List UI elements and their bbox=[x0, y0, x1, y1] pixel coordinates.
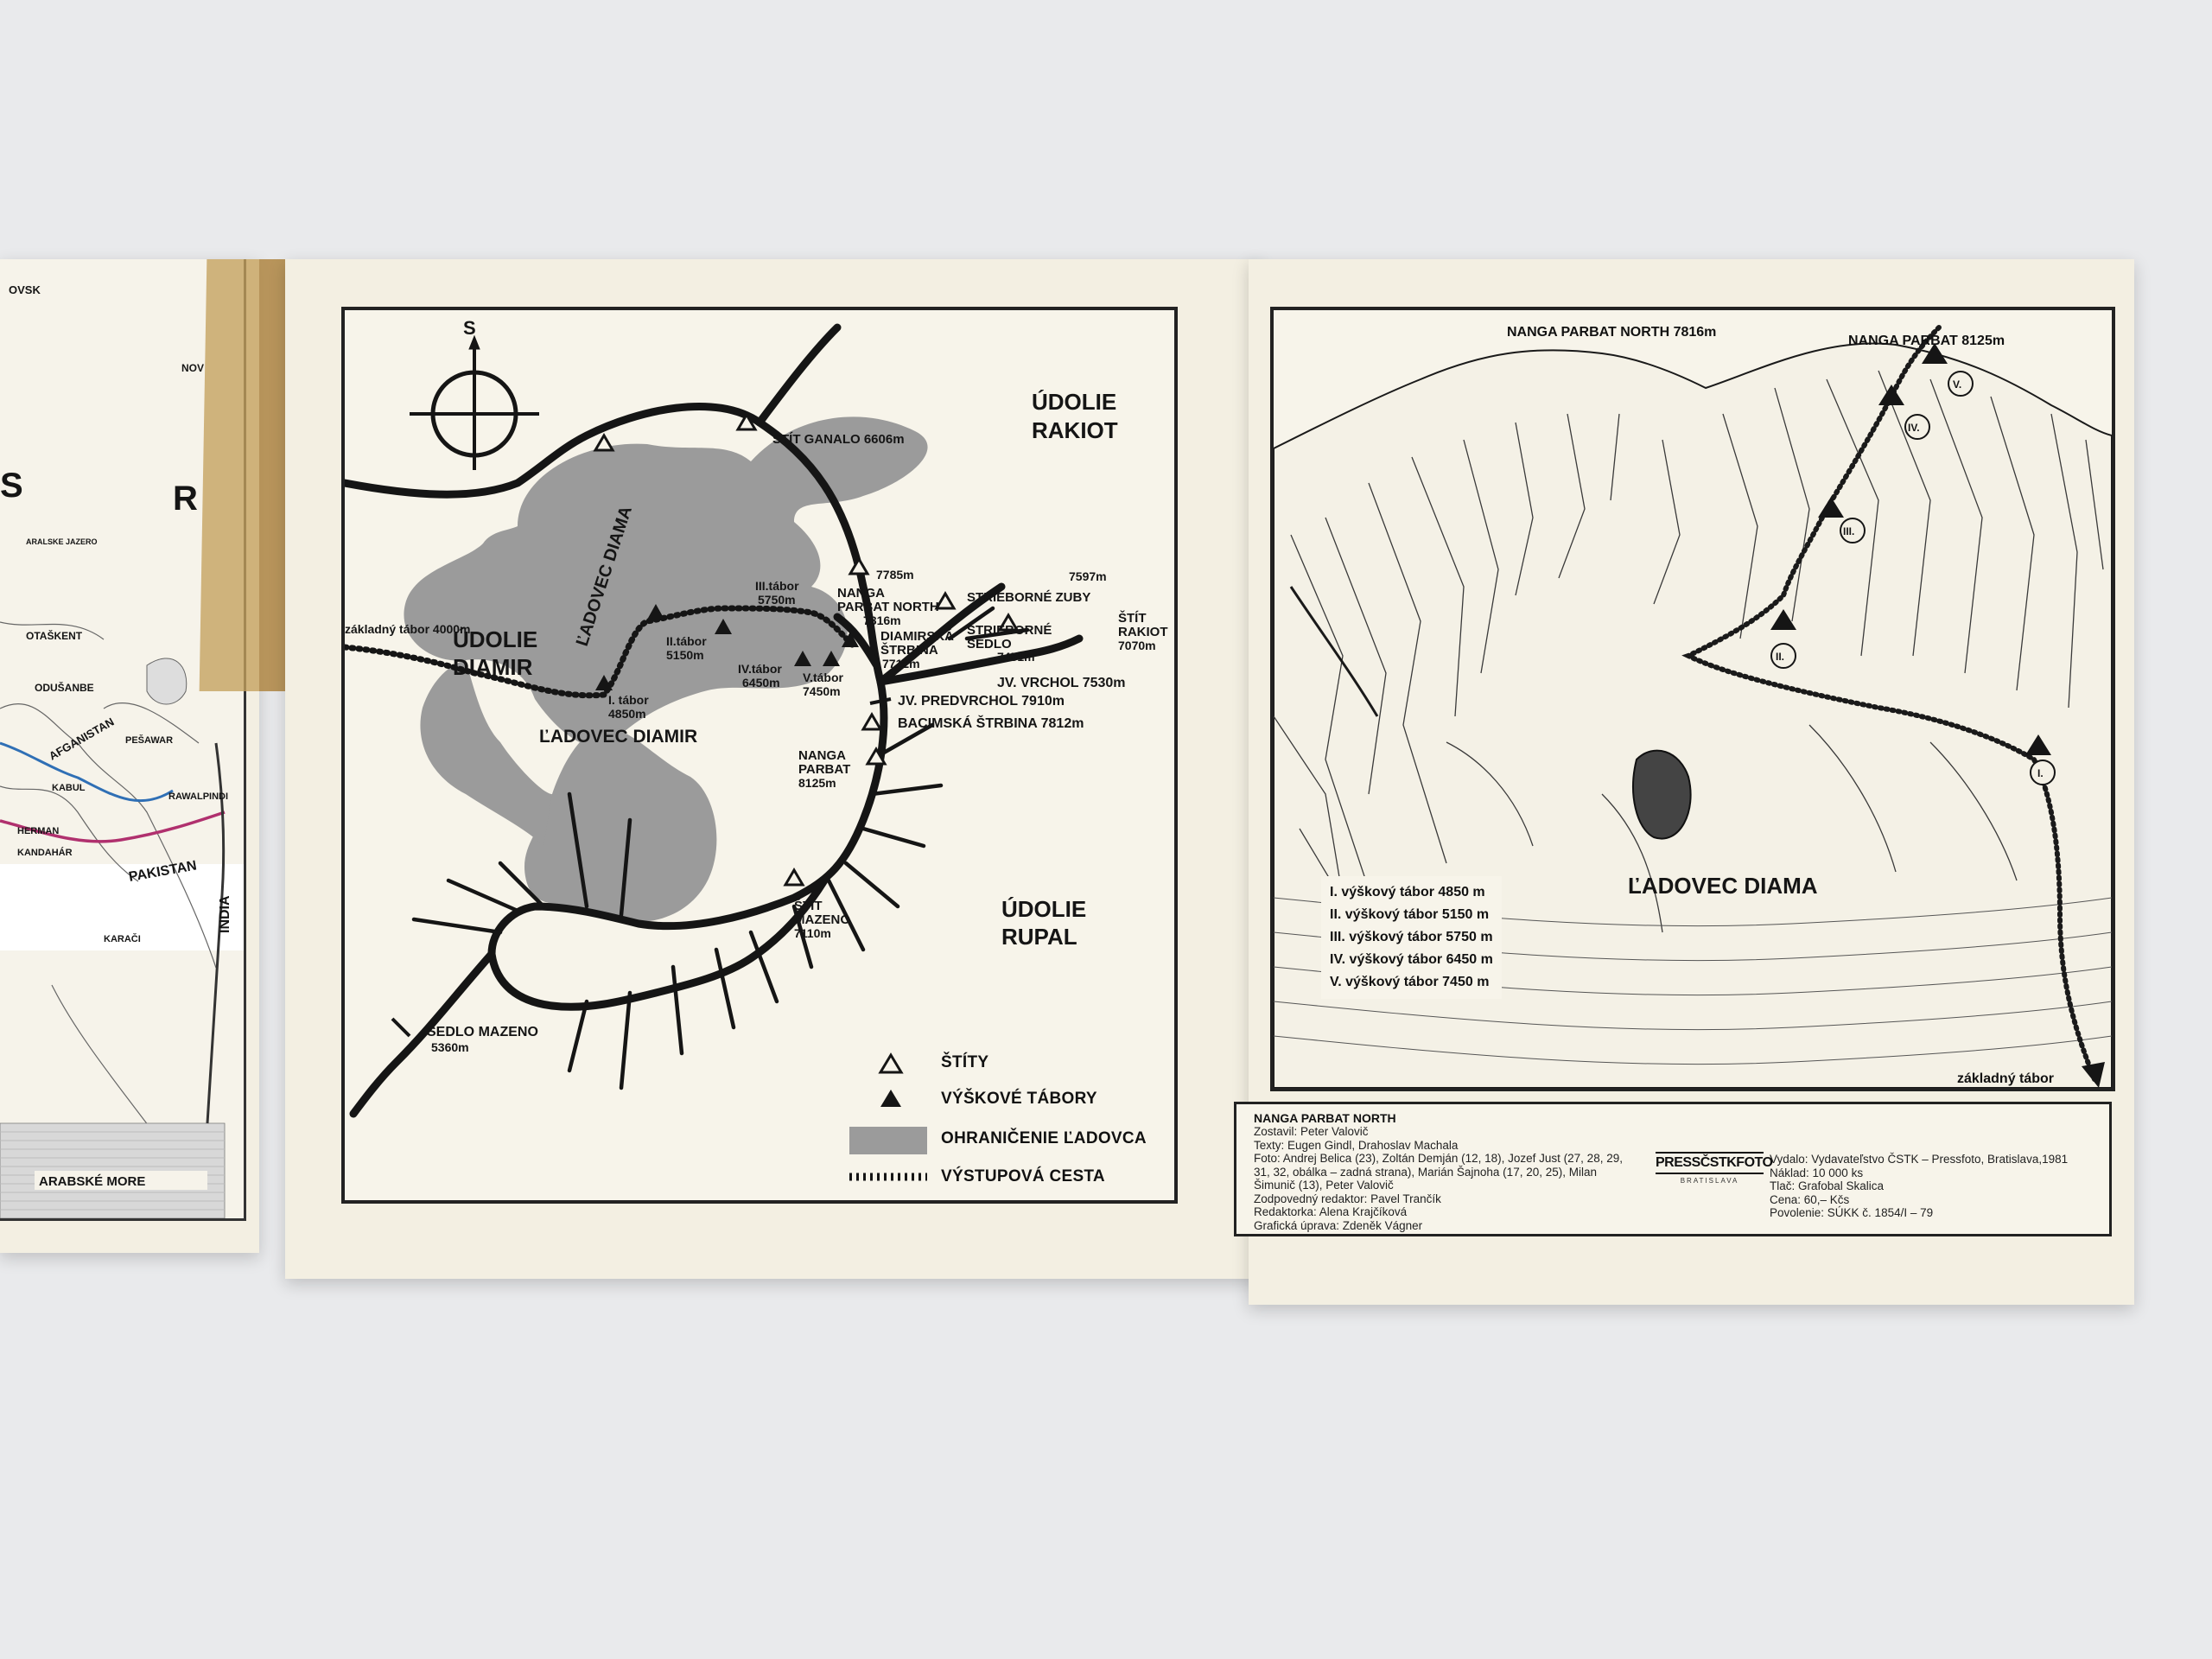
peak-label: ŠTÍT GANALO 6606m bbox=[772, 432, 905, 447]
peak-label: ŠTRBINA bbox=[880, 643, 938, 658]
camp-list-item: IV. výškový tábor 6450 m bbox=[1330, 952, 1493, 967]
glacier-label: ĽADOVEC DIAMA bbox=[1628, 873, 1818, 899]
camp-number: II. bbox=[1776, 651, 1785, 663]
region-label: RAKIOT bbox=[1032, 417, 1118, 443]
rock-outcrop bbox=[1633, 751, 1691, 839]
peak-label: 7816m bbox=[863, 613, 901, 627]
camp-label: I. tábor bbox=[608, 693, 649, 707]
peak-label: 7451m bbox=[997, 650, 1035, 664]
peak-label: DIAMIRSKÁ bbox=[880, 629, 954, 644]
camp-label: IV.tábor bbox=[738, 662, 782, 676]
camp-list-item: I. výškový tábor 4850 m bbox=[1330, 885, 1485, 899]
camp-label: 5750m bbox=[758, 593, 796, 607]
peak-label: BACIMSKÁ ŠTRBINA 7812m bbox=[898, 716, 1084, 731]
center-map-frame bbox=[341, 307, 1178, 1204]
legend-label: OHRANIČENIE ĽADOVCA bbox=[941, 1129, 1147, 1147]
camp-label: 7450m bbox=[803, 684, 841, 698]
peak-label: ŠTÍT bbox=[1118, 611, 1147, 626]
peak-label: ŠTÍT bbox=[794, 899, 823, 913]
logo-wordmark: PRESSČSTKFOTO bbox=[1656, 1152, 1764, 1174]
camp-number: V. bbox=[1953, 378, 1962, 391]
peak-label: MAZENO bbox=[794, 912, 850, 927]
camp-label: 4850m bbox=[608, 707, 646, 721]
base-camp-label: základný tábor 4000m bbox=[345, 622, 471, 636]
left-label: NOV bbox=[181, 362, 205, 374]
camp-list-item: V. výškový tábor 7450 m bbox=[1330, 975, 1490, 989]
publisher-logo bbox=[1656, 1152, 1773, 1185]
left-label: ARALSKE JAZERO bbox=[26, 537, 98, 546]
peak-marker-icon bbox=[863, 715, 880, 729]
left-label: ARABSKÉ MORE bbox=[39, 1174, 146, 1189]
peak-label: 7597m bbox=[1069, 569, 1107, 583]
region-label: RUPAL bbox=[1001, 924, 1077, 950]
region-label: ÚDOLIE bbox=[453, 626, 538, 652]
base-camp-caption: základný tábor bbox=[1957, 1071, 2055, 1086]
legend-label: ŠTÍTY bbox=[941, 1053, 989, 1071]
peak-label: JV. VRCHOL 7530m bbox=[997, 676, 1126, 690]
left-label: S bbox=[0, 467, 23, 505]
peak-label: PARBAT NORTH bbox=[837, 600, 939, 614]
left-label: OVSK bbox=[9, 283, 41, 296]
left-label: RAWALPINDI bbox=[168, 791, 229, 802]
title-main: NANGA PARBAT 8125m bbox=[1848, 334, 2005, 348]
saddle-label: 5360m bbox=[431, 1040, 469, 1054]
peak-label: 7110m bbox=[794, 926, 831, 940]
camp-number: I. bbox=[2037, 767, 2044, 779]
glacier-label: ĽADOVEC DIAMA bbox=[572, 504, 636, 649]
saddle-label: SEDLO MAZENO bbox=[427, 1025, 538, 1039]
left-label: KANDAHÁR bbox=[17, 848, 73, 858]
region-label: ÚDOLIE bbox=[1032, 389, 1117, 415]
left-label: ODUŠANBE bbox=[35, 682, 94, 694]
peak-marker-icon bbox=[785, 870, 803, 885]
legend-label: VÝŠKOVÉ TÁBORY bbox=[941, 1090, 1097, 1108]
left-label: R bbox=[173, 480, 198, 518]
peak-label: STRIEBORNÉ ZUBY bbox=[967, 590, 1091, 605]
camp-label: III.tábor bbox=[755, 579, 799, 593]
illustration-frame bbox=[1270, 307, 2115, 1091]
region-label: DIAMIR bbox=[453, 654, 533, 680]
peak-label: 7785m bbox=[876, 568, 914, 582]
left-label: KARAČI bbox=[104, 934, 141, 944]
logo-subtitle: BRATISLAVA bbox=[1680, 1177, 1739, 1185]
peak-label: 7070m bbox=[1118, 639, 1156, 652]
left-label: OTAŠKENT bbox=[26, 630, 83, 642]
camp-list-item: III. výškový tábor 5750 m bbox=[1330, 930, 1493, 944]
center-map-graphic bbox=[345, 310, 1174, 1200]
peak-label: RAKIOT bbox=[1118, 625, 1168, 639]
peak-marker-icon bbox=[850, 559, 868, 574]
camp-label: V.tábor bbox=[803, 671, 843, 684]
colophon-box bbox=[1234, 1102, 2112, 1236]
peak-label: STRIEBORNÉ bbox=[967, 623, 1052, 638]
legend-camp-icon bbox=[880, 1090, 901, 1107]
colophon-credits: Zostavil: Peter Valovič Texty: Eugen Gindl, Drahoslav Machala Foto: Andrej Belica (23), Zoltán Demján (12, 18), Jozef Just (27, 28, 29, 31, 32, obálka – zadná strana), Marián Šajnoha (17, 20, 25), Milan Šimunič (13), Peter Valovič Zodpovedný redaktor: Pavel Trančík Redaktorka: Alena Krajčíková Grafická úprava: Zdeněk Vágner bbox=[1254, 1125, 1623, 1232]
title-north: NANGA PARBAT NORTH 7816m bbox=[1507, 325, 1717, 340]
peak-label: NANGA bbox=[837, 586, 885, 601]
camp-number: IV. bbox=[1908, 422, 1920, 434]
camp-list bbox=[1321, 876, 1502, 999]
camp-label: 5150m bbox=[666, 648, 704, 662]
publisher-info: Vydalo: Vydavateľstvo ČSTK – Pressfoto, Bratislava,1981 Náklad: 10 000 ks Tlač: Grafobal Skalica Cena: 60,– Kčs Povolenie: SÚKK č. 1854/I – 79 bbox=[1770, 1153, 2069, 1219]
left-label: INDIA bbox=[218, 895, 232, 933]
peak-label: SEDLO bbox=[967, 637, 1012, 652]
peak-marker-icon bbox=[937, 594, 954, 608]
compass-north-label: S bbox=[463, 317, 476, 339]
region-label: ÚDOLIE bbox=[1001, 896, 1087, 922]
compass-icon bbox=[410, 336, 539, 470]
glacier-label: ĽADOVEC DIAMIR bbox=[539, 727, 698, 747]
colophon-title: NANGA PARBAT NORTH bbox=[1254, 1111, 1396, 1125]
peak-label: PARBAT bbox=[798, 762, 851, 777]
left-label: AFGANISTAN bbox=[47, 715, 117, 763]
peak-label: 8125m bbox=[798, 776, 836, 790]
left-label: KABUL bbox=[52, 783, 86, 793]
left-label: HERMAN bbox=[17, 826, 60, 836]
camp-label: II.tábor bbox=[666, 634, 707, 648]
camp-list-item: II. výškový tábor 5150 m bbox=[1330, 907, 1490, 922]
peak-marker-icon bbox=[595, 435, 613, 450]
peak-label: NANGA bbox=[798, 748, 846, 763]
legend-glacier-icon bbox=[849, 1127, 927, 1154]
legend-peak-icon bbox=[880, 1055, 901, 1072]
peak-label: JV. PREDVRCHOL 7910m bbox=[898, 694, 1065, 709]
blue-route bbox=[0, 743, 173, 801]
left-label: PAKISTAN bbox=[127, 858, 198, 885]
legend-label: VÝSTUPOVÁ CESTA bbox=[941, 1167, 1105, 1185]
camp-label: 6450m bbox=[742, 676, 780, 690]
camp-number: III. bbox=[1843, 525, 1855, 537]
left-label: PEŠAWAR bbox=[125, 735, 174, 746]
peak-label: 7712m bbox=[882, 657, 920, 671]
